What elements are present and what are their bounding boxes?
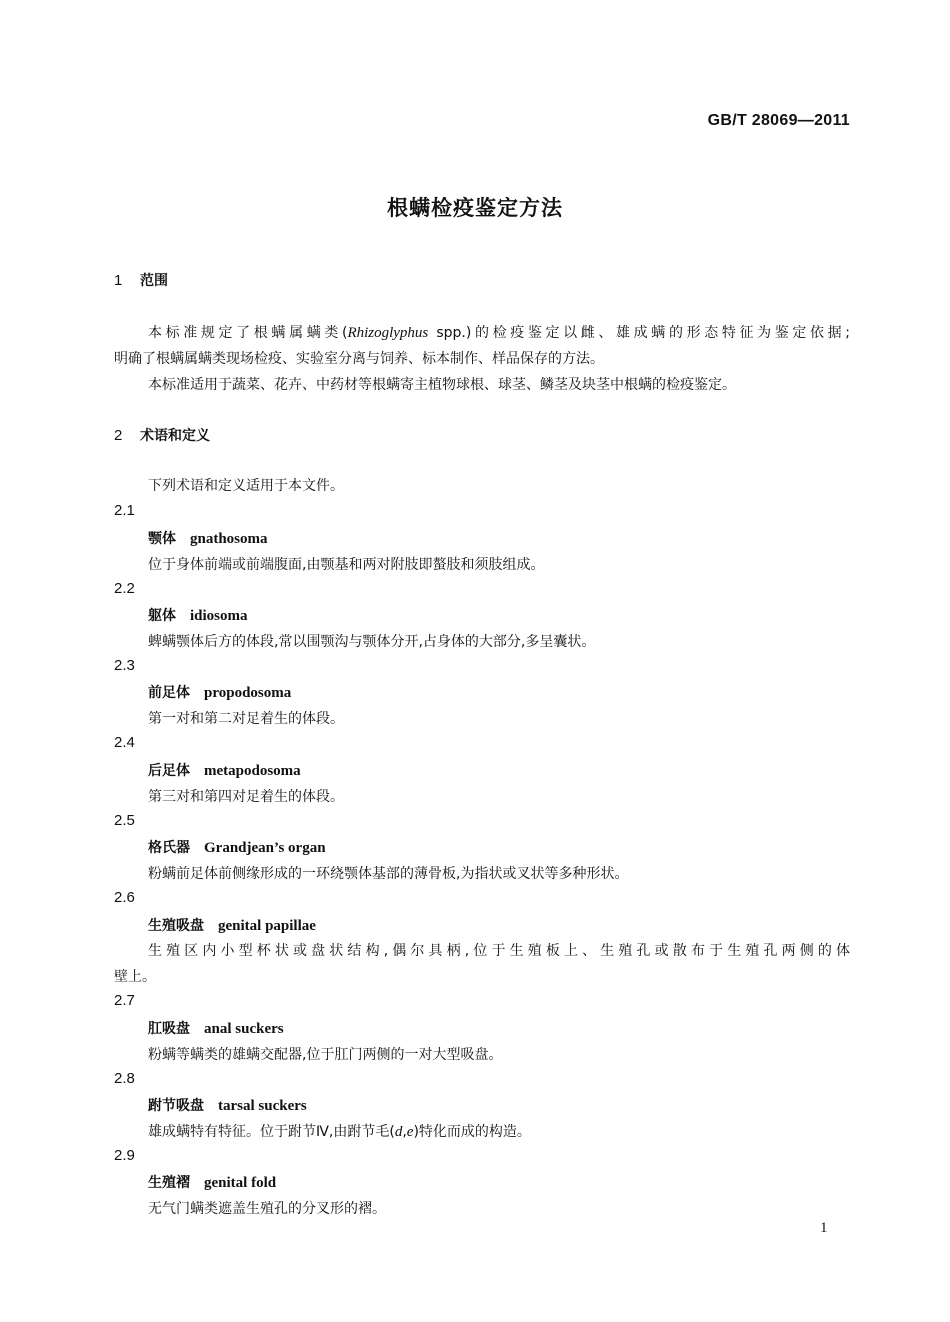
term-definition xyxy=(148,1121,531,1141)
scope-paragraph-1-line-1 xyxy=(148,320,850,346)
term-heading xyxy=(148,1172,276,1192)
term-heading xyxy=(148,1018,284,1038)
clause-number: 2.7 xyxy=(114,992,135,1009)
term-definition: 粉螨等螨类的雄螨交配器,位于肛门两侧的一对大型吸盘。 xyxy=(148,1047,503,1063)
page-number: 1 xyxy=(820,1220,828,1236)
term-en: Grandjean’s organ xyxy=(204,840,326,856)
term-zh: 格氏器 xyxy=(148,840,190,856)
term-definition: 生殖区内小型杯状或盘状结构,偶尔具柄,位于生殖板上、生殖孔或散布于生殖孔两侧的体 xyxy=(148,943,850,959)
clause-number: 2.5 xyxy=(114,812,135,829)
term-en: genital papillae xyxy=(218,918,316,934)
term-definition: 粉螨前足体前侧缘形成的一环绕颚体基部的薄骨板,为指状或叉状等多种形状。 xyxy=(148,866,629,882)
term-definition-continued: 壁上。 xyxy=(114,969,156,985)
term-heading xyxy=(148,682,291,702)
term-heading xyxy=(148,760,301,780)
term-heading xyxy=(148,837,326,857)
term-en: gnathosoma xyxy=(190,531,268,547)
term-zh: 颚体 xyxy=(148,531,176,547)
term-heading xyxy=(148,1095,307,1115)
term-zh: 前足体 xyxy=(148,685,190,701)
term-en: genital fold xyxy=(204,1175,277,1191)
section-title: 范围 xyxy=(140,273,168,289)
text-run: 雄成螨特有特征。位于跗节Ⅳ,由跗节毛( xyxy=(148,1124,395,1140)
section-number: 1 xyxy=(114,272,123,289)
clause-number: 2.2 xyxy=(114,580,135,597)
term-definition: 第三对和第四对足着生的体段。 xyxy=(148,789,344,805)
term-zh: 生殖吸盘 xyxy=(148,918,204,934)
term-en: tarsal suckers xyxy=(218,1098,307,1114)
section-title: 术语和定义 xyxy=(140,428,210,444)
term-heading xyxy=(148,915,316,935)
term-zh: 跗节吸盘 xyxy=(148,1098,204,1114)
section-1-heading xyxy=(114,270,168,290)
clause-number: 2.1 xyxy=(114,502,135,519)
term-definition: 蜱螨颚体后方的体段,常以围颚沟与颚体分开,占身体的大部分,多呈囊状。 xyxy=(148,634,596,650)
term-definition: 无气门螨类遮盖生殖孔的分叉形的褶。 xyxy=(148,1201,386,1217)
term-heading xyxy=(148,528,268,548)
section-number: 2 xyxy=(114,427,123,444)
seta-label: d xyxy=(394,1124,403,1140)
term-en: metapodosoma xyxy=(204,763,301,779)
term-en: anal suckers xyxy=(204,1021,284,1037)
clause-number: 2.3 xyxy=(114,657,135,674)
standard-code: GB/T 28069—2011 xyxy=(707,112,850,129)
term-zh: 肛吸盘 xyxy=(148,1021,190,1037)
term-en: propodosoma xyxy=(204,685,292,701)
term-zh: 生殖褶 xyxy=(148,1175,190,1191)
term-definition: 位于身体前端或前端腹面,由颚基和两对附肢即螯肢和须肢组成。 xyxy=(148,557,545,573)
term-definition: 第一对和第二对足着生的体段。 xyxy=(148,711,344,727)
text-run: , xyxy=(402,1124,407,1140)
text-run: )特化而成的构造。 xyxy=(413,1124,531,1140)
clause-number: 2.6 xyxy=(114,889,135,906)
clause-number: 2.8 xyxy=(114,1070,135,1087)
document-title: 根螨检疫鉴定方法 xyxy=(387,196,563,220)
genus-name: Rhizoglyphus xyxy=(347,325,429,341)
clause-number: 2.9 xyxy=(114,1147,135,1164)
text-run: 本标准规定了根螨属螨类( xyxy=(148,325,348,341)
section-2-heading xyxy=(114,425,210,445)
term-heading xyxy=(148,605,248,625)
clause-number: 2.4 xyxy=(114,734,135,751)
scope-paragraph-2: 本标准适用于蔬菜、花卉、中药材等根螨寄主植物球根、球茎、鳞茎及块茎中根螨的检疫鉴定。 xyxy=(148,377,736,393)
scope-paragraph-1-line-2: 明确了根螨属螨类现场检疫、实验室分离与饲养、标本制作、样品保存的方法。 xyxy=(114,351,604,367)
text-run: spp.)的检疫鉴定以雌、雄成螨的形态特征为鉴定依据; xyxy=(428,325,850,341)
term-en: idiosoma xyxy=(190,608,248,624)
term-zh: 躯体 xyxy=(148,608,176,624)
terms-intro: 下列术语和定义适用于本文件。 xyxy=(148,478,344,494)
seta-label: e xyxy=(406,1124,414,1140)
term-zh: 后足体 xyxy=(148,763,190,779)
